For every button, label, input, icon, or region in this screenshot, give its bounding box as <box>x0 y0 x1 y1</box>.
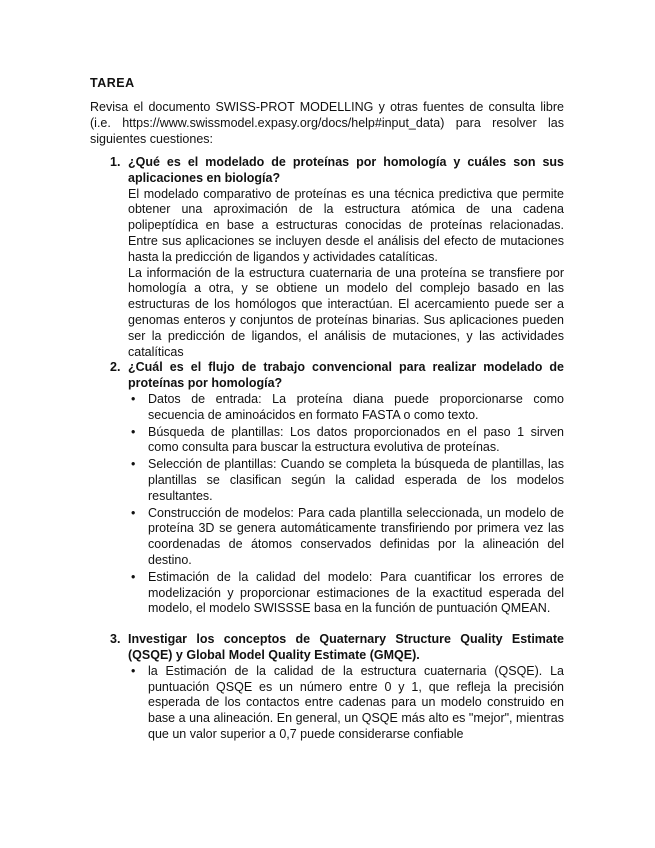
intro-paragraph: Revisa el documento SWISS-PROT MODELLING y otras fuentes de consulta libre (i.e. https://www.swissmodel.expasy.org/docs/help#input_data) para resolver las siguientes cuestiones: <box>90 100 564 146</box>
question-heading: ¿Qué es el modelado de proteínas por homología y cuáles son sus aplicaciones en biología? <box>128 155 564 185</box>
spacer <box>128 618 564 632</box>
question-number: 2. <box>110 360 121 375</box>
answer-paragraph: El modelado comparativo de proteínas es una técnica predictiva que permite obtener una aproximación de la estructura atómica de una cadena polipeptídica en base a estructuras conocidas de proteínas relacionadas. Entre sus aplicaciones se incluyen desde el análisis del efecto de mutaciones hasta la predicción de ligandos y actividades catalíticas. <box>128 186 564 264</box>
bullet-list <box>128 392 564 617</box>
question-list <box>90 155 564 743</box>
question-number: 3. <box>110 632 121 647</box>
document-page <box>90 76 564 744</box>
bullet-item: • Datos de entrada: La proteína diana puede proporcionarse como secuencia de aminoácidos en formato FASTA o como texto. <box>128 392 564 424</box>
document-title: TAREA <box>90 76 135 90</box>
bullet-item: • Selección de plantillas: Cuando se completa la búsqueda de plantillas, las plantillas se clasifican según la calidad esperada de los modelos resultantes. <box>128 457 564 504</box>
question-heading: Investigar los conceptos de Quaternary Structure Quality Estimate (QSQE) y Global Model Quality Estimate (GMQE). <box>128 632 564 662</box>
bullet-item: • Estimación de la calidad del modelo: Para cuantificar los errores de modelización y proporcionar estimaciones de la exactitud esperada del modelo, el modelo SWISSSE basa en la función de puntuación QMEAN. <box>128 570 564 617</box>
question-item <box>90 360 564 632</box>
bullet-list <box>128 664 564 743</box>
answer-paragraph: La información de la estructura cuaternaria de una proteína se transfiere por homología a otra, y se obtiene un modelo del complejo basado en las estructuras de los homólogos que interactúan. El acercamiento puede ser a genomas enteros y conjuntos de proteínas binarias. Sus aplicaciones pueden ser la predicción de ligandos, el análisis de mutaciones, y las actividades catalíticas <box>128 265 564 359</box>
question-item <box>90 632 564 743</box>
bullet-item: • la Estimación de la calidad de la estructura cuaternaria (QSQE). La puntuación QSQE es un número entre 0 y 1, que refleja la precisión esperada de los contactos entre cadenas para un modelo construido en base a una alineación. En general, un QSQE más alto es "mejor", mientras que un valor superior a 0,7 puede considerarse confiable <box>128 664 564 743</box>
question-number: 1. <box>110 155 121 169</box>
question-heading: ¿Cuál es el flujo de trabajo convencional para realizar modelado de proteínas por homología? <box>128 360 564 391</box>
question-item <box>90 155 564 360</box>
bullet-item: • Construcción de modelos: Para cada plantilla seleccionada, un modelo de proteína 3D se genera automáticamente transfiriendo por primera vez las coordenadas de átomos conservados definidas por la alineación del destino. <box>128 506 564 569</box>
bullet-item: • Búsqueda de plantillas: Los datos proporcionados en el paso 1 sirven como consulta para buscar la estructura evolutiva de proteínas. <box>128 425 564 457</box>
